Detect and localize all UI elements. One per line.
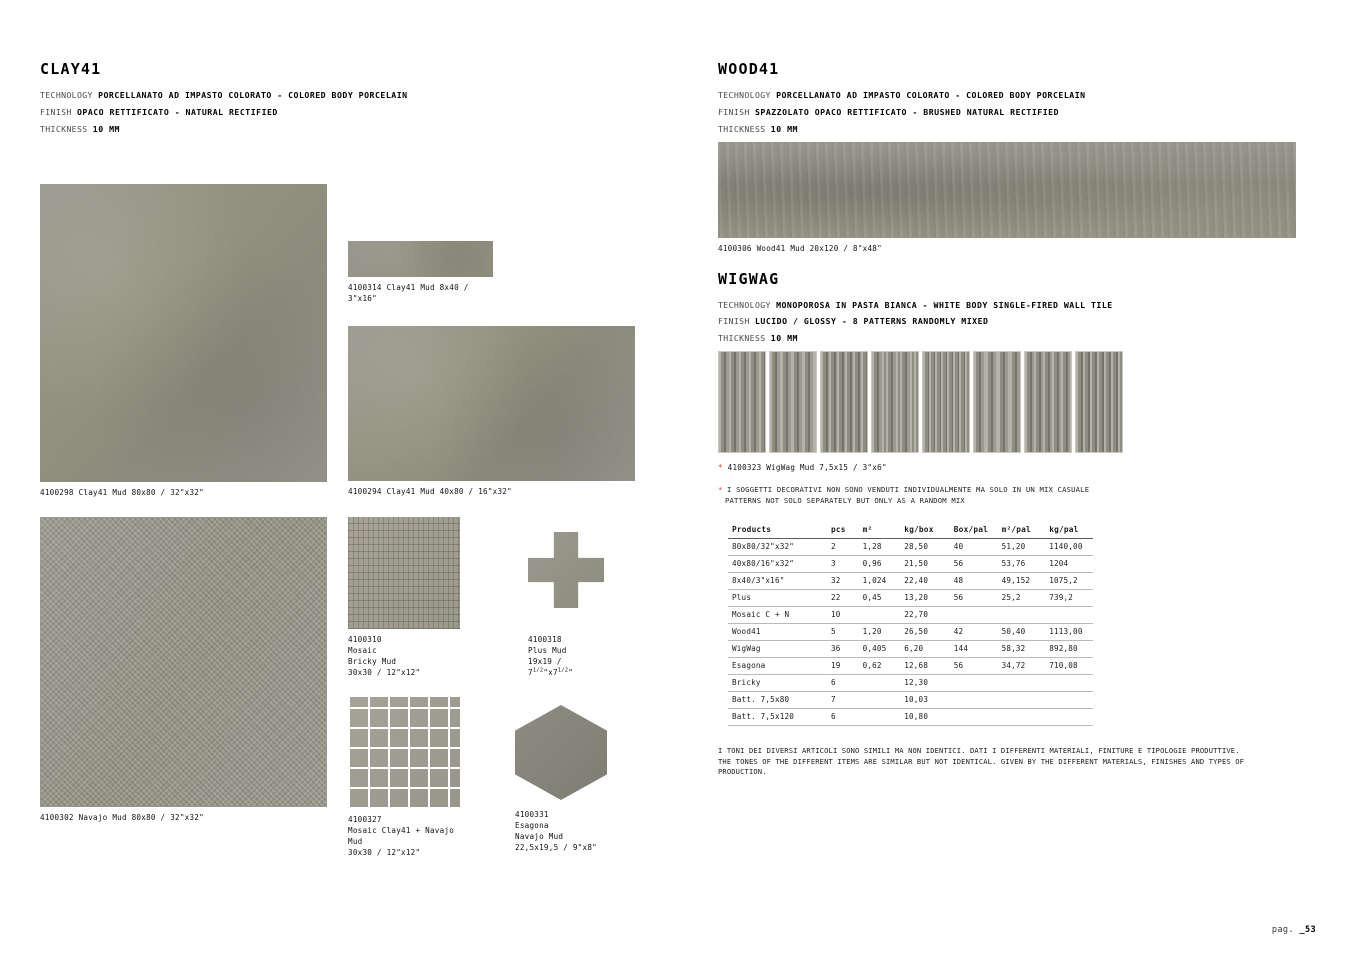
page-number-label: pag.	[1271, 925, 1300, 935]
th-products: Products	[728, 522, 827, 539]
cell-pcs: 10	[827, 606, 859, 623]
wigwag-pattern-7	[1024, 351, 1072, 453]
wigwag-spec-thickness-value: 10 MM	[770, 333, 798, 344]
cell-product: Batt. 7,5x120	[728, 708, 827, 725]
spec-thickness-label: THICKNESS	[40, 123, 88, 134]
wood-spec-finish	[718, 108, 1318, 118]
cell-kgpal: 710,08	[1045, 657, 1093, 674]
cell-m2pal: 49,152	[998, 572, 1046, 589]
cell-kgpal: 892,80	[1045, 640, 1093, 657]
caption-mosaic-navajo	[348, 814, 460, 858]
product-clay41-8x40	[348, 241, 493, 304]
cell-kgpal: 1075,2	[1045, 572, 1093, 589]
cell-pcs: 5	[827, 623, 859, 640]
cell-kgbox: 22,70	[900, 606, 950, 623]
cell-pcs: 36	[827, 640, 859, 657]
product-wood41-20x120	[718, 142, 1296, 254]
cell-boxpal: 56	[950, 657, 998, 674]
wood-spec-finish-value: SPAZZOLATO OPACO RETTIFICATO - BRUSHED NATURAL RECTIFIED	[754, 106, 1060, 117]
cell-kgbox: 26,50	[900, 623, 950, 640]
cell-kgbox: 21,50	[900, 555, 950, 572]
wigwag-pattern-5	[922, 351, 970, 453]
cell-m2pal	[998, 606, 1046, 623]
cell-kgbox: 22,40	[900, 572, 950, 589]
swatch-mosaic-navajo	[348, 697, 460, 809]
wigwag-spec-technology-value: MONOPOROSA IN PASTA BIANCA - WHITE BODY SINGLE-FIRED WALL TILE	[776, 299, 1113, 310]
table-row	[728, 623, 1093, 640]
product-esagona	[515, 705, 607, 853]
mosaic-bricky-line1: Mosaic	[348, 646, 377, 655]
table-row	[728, 538, 1093, 555]
cell-m2pal: 53,76	[998, 555, 1046, 572]
wood-spec-thickness-value: 10 MM	[770, 123, 798, 134]
cell-m2: 0,45	[859, 589, 901, 606]
cell-product: Wood41	[728, 623, 827, 640]
swatch-clay41-80x80	[40, 184, 327, 482]
caption-clay41-40x80: 4100294 Clay41 Mud 40x80 / 16"x32"	[348, 487, 512, 496]
table-row	[728, 640, 1093, 657]
cell-kgpal	[1045, 674, 1093, 691]
wigwag-pattern-2	[769, 351, 817, 453]
plus-size-mid: "x7	[543, 668, 558, 677]
spec-finish-value: OPACO RETTIFICATO - NATURAL RECTIFIED	[76, 106, 278, 117]
mosaic-bricky-line2: Bricky Mud	[348, 657, 397, 666]
table-row	[728, 674, 1093, 691]
cell-product: Plus	[728, 589, 827, 606]
cell-pcs: 6	[827, 674, 859, 691]
page-title-wigwag: WIGWAG	[718, 269, 780, 288]
wigwag-note-star: *	[718, 485, 723, 495]
swatch-clay41-8x40	[348, 241, 493, 277]
th-m2pal: m²/pal	[998, 522, 1046, 539]
th-boxpal: Box/pal	[950, 522, 998, 539]
cell-kgpal	[1045, 606, 1093, 623]
cell-pcs: 7	[827, 691, 859, 708]
plus-line1: Plus Mud	[528, 646, 567, 655]
cell-m2: 1,20	[859, 623, 901, 640]
cell-kgpal: 1140,00	[1045, 538, 1093, 555]
table-row	[728, 555, 1093, 572]
cell-m2: 1,28	[859, 538, 901, 555]
cell-m2pal	[998, 708, 1046, 725]
plus-size-pre: 19x19 / 7	[528, 657, 562, 677]
esagona-code: 4100331	[515, 810, 549, 819]
table-row	[728, 657, 1093, 674]
wood-spec-thickness-label: THICKNESS	[718, 123, 766, 134]
wigwag-pattern-strip	[718, 351, 1318, 453]
wigwag-spec-finish-label: FINISH	[718, 316, 750, 327]
page-number-value: _53	[1299, 925, 1316, 935]
product-mosaic-bricky	[348, 517, 460, 678]
cell-m2	[859, 691, 901, 708]
swatch-plus-mud	[528, 532, 604, 608]
right-column	[718, 60, 1318, 778]
table-row	[728, 589, 1093, 606]
cell-m2pal	[998, 674, 1046, 691]
cell-product: Bricky	[728, 674, 827, 691]
caption-navajo-80x80: 4100302 Navajo Mud 80x80 / 32"x32"	[40, 813, 204, 822]
tone-disclaimer-line2: THE TONES OF THE DIFFERENT ITEMS ARE SIMILAR BUT NOT IDENTICAL. GIVEN BY THE DIFFERENT MATERIALS, FINISHES AND TYPES OF	[718, 756, 1245, 766]
cell-m2: 0,405	[859, 640, 901, 657]
cell-m2: 0,96	[859, 555, 901, 572]
table-row	[728, 572, 1093, 589]
cell-pcs: 3	[827, 555, 859, 572]
cell-boxpal	[950, 606, 998, 623]
wigwag-pattern-8	[1075, 351, 1123, 453]
mosaic-navajo-line1: Mosaic Clay41 + Navajo	[348, 826, 455, 835]
wigwag-spec-thickness-label: THICKNESS	[718, 333, 766, 344]
swatch-mosaic-bricky	[348, 517, 460, 629]
wigwag-pattern-3	[820, 351, 868, 453]
caption-mosaic-bricky	[348, 634, 460, 678]
wigwag-note-line1: I SOGGETTI DECORATIVI NON SONO VENDUTI INDIVIDUALMENTE MA SOLO IN UN MIX CASUALE	[722, 485, 1090, 495]
wigwag-spec-technology-label: TECHNOLOGY	[718, 299, 771, 310]
swatch-navajo-80x80	[40, 517, 327, 807]
caption-clay41-80x80: 4100298 Clay41 Mud 80x80 / 32"x32"	[40, 488, 204, 497]
th-kgbox: kg/box	[900, 522, 950, 539]
wigwag-caption-star: *	[718, 463, 723, 473]
table-row	[728, 606, 1093, 623]
cell-kgbox: 12,68	[900, 657, 950, 674]
th-m2: m²	[859, 522, 901, 539]
cell-m2	[859, 674, 901, 691]
cell-kgbox: 6,20	[900, 640, 950, 657]
mosaic-navajo-line2: Mud	[348, 837, 363, 846]
cell-kgbox: 10,80	[900, 708, 950, 725]
product-clay41-80x80	[40, 184, 327, 498]
cell-kgpal: 739,2	[1045, 589, 1093, 606]
spec-finish	[40, 108, 640, 118]
mosaic-navajo-code: 4100327	[348, 815, 382, 824]
cell-product: Mosaic C + N	[728, 606, 827, 623]
mosaic-bricky-size: 30x30 / 12"x12"	[348, 668, 421, 677]
esagona-line2: Navajo Mud	[515, 832, 564, 841]
wigwag-pattern-4	[871, 351, 919, 453]
spec-technology-value: PORCELLANATO AD IMPASTO COLORATO - COLORED BODY PORCELAIN	[98, 90, 408, 100]
cell-kgpal: 1113,00	[1045, 623, 1093, 640]
caption-wigwag	[718, 462, 1318, 473]
caption-clay41-8x40: 4100314 Clay41 Mud 8x40 / 3"x16"	[348, 283, 469, 303]
wood-spec-thickness	[718, 125, 1318, 135]
cell-boxpal: 48	[950, 572, 998, 589]
cell-boxpal	[950, 708, 998, 725]
cell-m2	[859, 606, 901, 623]
swatch-wood41	[718, 142, 1296, 238]
cell-kgbox: 12,30	[900, 674, 950, 691]
th-pcs: pcs	[827, 522, 859, 539]
cell-pcs: 6	[827, 708, 859, 725]
products-table	[728, 522, 1093, 726]
mosaic-navajo-size: 30x30 / 12"x12"	[348, 848, 421, 857]
cell-m2pal: 34,72	[998, 657, 1046, 674]
cell-m2pal: 51,20	[998, 538, 1046, 555]
table-row	[728, 708, 1093, 725]
cell-boxpal	[950, 674, 998, 691]
tone-disclaimer-line1: I TONI DEI DIVERSI ARTICOLI SONO SIMILI MA NON IDENTICI. DATI I DIFFERENTI MATERIALI, FINITURE E TIPOLOGIE PRODUTTIVE.	[718, 745, 1240, 755]
cell-boxpal: 42	[950, 623, 998, 640]
cell-kgbox: 13,20	[900, 589, 950, 606]
cell-product: 40x80/16"x32"	[728, 555, 827, 572]
mosaic-bricky-code: 4100310	[348, 635, 382, 644]
swatch-esagona	[515, 705, 607, 800]
esagona-size: 22,5x19,5 / 9"x8"	[515, 843, 597, 852]
th-kgpal: kg/pal	[1045, 522, 1093, 539]
cell-m2pal	[998, 691, 1046, 708]
spec-thickness	[40, 125, 640, 135]
product-clay41-40x80	[348, 326, 635, 497]
cell-product: Esagona	[728, 657, 827, 674]
wigwag-note-line2: PATTERNS NOT SOLO SEPARATELY BUT ONLY AS A RANDOM MIX	[725, 495, 965, 505]
cell-pcs: 22	[827, 589, 859, 606]
page-number	[1272, 925, 1316, 935]
wigwag-pattern-6	[973, 351, 1021, 453]
cell-product: Batt. 7,5x80	[728, 691, 827, 708]
spec-thickness-value: 10 MM	[92, 123, 120, 134]
wood-spec-technology	[718, 91, 1318, 101]
table-row	[728, 691, 1093, 708]
page-title-wood41: WOOD41	[718, 60, 780, 78]
wigwag-spec-thickness	[718, 334, 1318, 344]
cell-boxpal: 56	[950, 555, 998, 572]
cell-m2pal: 50,40	[998, 623, 1046, 640]
left-column	[40, 60, 640, 857]
spec-finish-label: FINISH	[40, 106, 72, 117]
plus-code: 4100318	[528, 635, 562, 644]
table-header-row	[728, 522, 1093, 539]
cell-m2pal: 58,32	[998, 640, 1046, 657]
cell-boxpal: 56	[950, 589, 998, 606]
cell-kgpal: 1204	[1045, 555, 1093, 572]
cell-kgpal	[1045, 708, 1093, 725]
cell-boxpal: 40	[950, 538, 998, 555]
cell-kgbox: 28,50	[900, 538, 950, 555]
cell-m2pal: 25,2	[998, 589, 1046, 606]
tone-disclaimer	[718, 746, 1298, 778]
caption-plus-mud	[528, 634, 604, 678]
cell-boxpal	[950, 691, 998, 708]
plus-size	[528, 656, 604, 678]
cell-kgbox: 10,03	[900, 691, 950, 708]
plus-size-post: "	[568, 668, 574, 677]
cell-pcs: 19	[827, 657, 859, 674]
product-mosaic-navajo	[348, 697, 460, 858]
caption-wood41: 4100306 Wood41 Mud 20x120 / 8"x48"	[718, 243, 882, 253]
spec-technology	[40, 91, 640, 101]
wigwag-spec-finish	[718, 317, 1318, 327]
esagona-line1: Esagona	[515, 821, 549, 830]
cell-pcs: 32	[827, 572, 859, 589]
spec-technology-label: TECHNOLOGY	[40, 90, 93, 100]
tone-disclaimer-line3: PRODUCTION.	[718, 767, 767, 777]
cell-product: WigWag	[728, 640, 827, 657]
plus-size-sup2: 1/2	[557, 667, 569, 674]
cell-product: 8x40/3"x16"	[728, 572, 827, 589]
wigwag-caption-text: 4100323 WigWag Mud 7,5x15 / 3"x6"	[722, 463, 887, 473]
wigwag-mix-note	[718, 485, 1318, 506]
product-plus-mud	[528, 532, 604, 678]
wood-spec-technology-label: TECHNOLOGY	[718, 90, 771, 100]
cell-kgpal	[1045, 691, 1093, 708]
caption-esagona	[515, 809, 607, 853]
product-navajo-80x80	[40, 517, 327, 823]
cell-product: 80x80/32"x32"	[728, 538, 827, 555]
wigwag-spec-technology	[718, 301, 1318, 311]
plus-size-sup1: 1/2	[532, 667, 544, 674]
wood-spec-technology-value: PORCELLANATO AD IMPASTO COLORATO - COLORED BODY PORCELAIN	[776, 90, 1086, 100]
wigwag-pattern-1	[718, 351, 766, 453]
page-title-clay41: CLAY41	[40, 60, 102, 78]
cell-pcs: 2	[827, 538, 859, 555]
cell-m2: 0,62	[859, 657, 901, 674]
wigwag-spec-finish-value: LUCIDO / GLOSSY - 8 PATTERNS RANDOMLY MIXED	[754, 316, 989, 327]
wood-spec-finish-label: FINISH	[718, 106, 750, 117]
swatch-clay41-40x80	[348, 326, 635, 481]
cell-m2: 1,024	[859, 572, 901, 589]
cell-m2	[859, 708, 901, 725]
cell-boxpal: 144	[950, 640, 998, 657]
